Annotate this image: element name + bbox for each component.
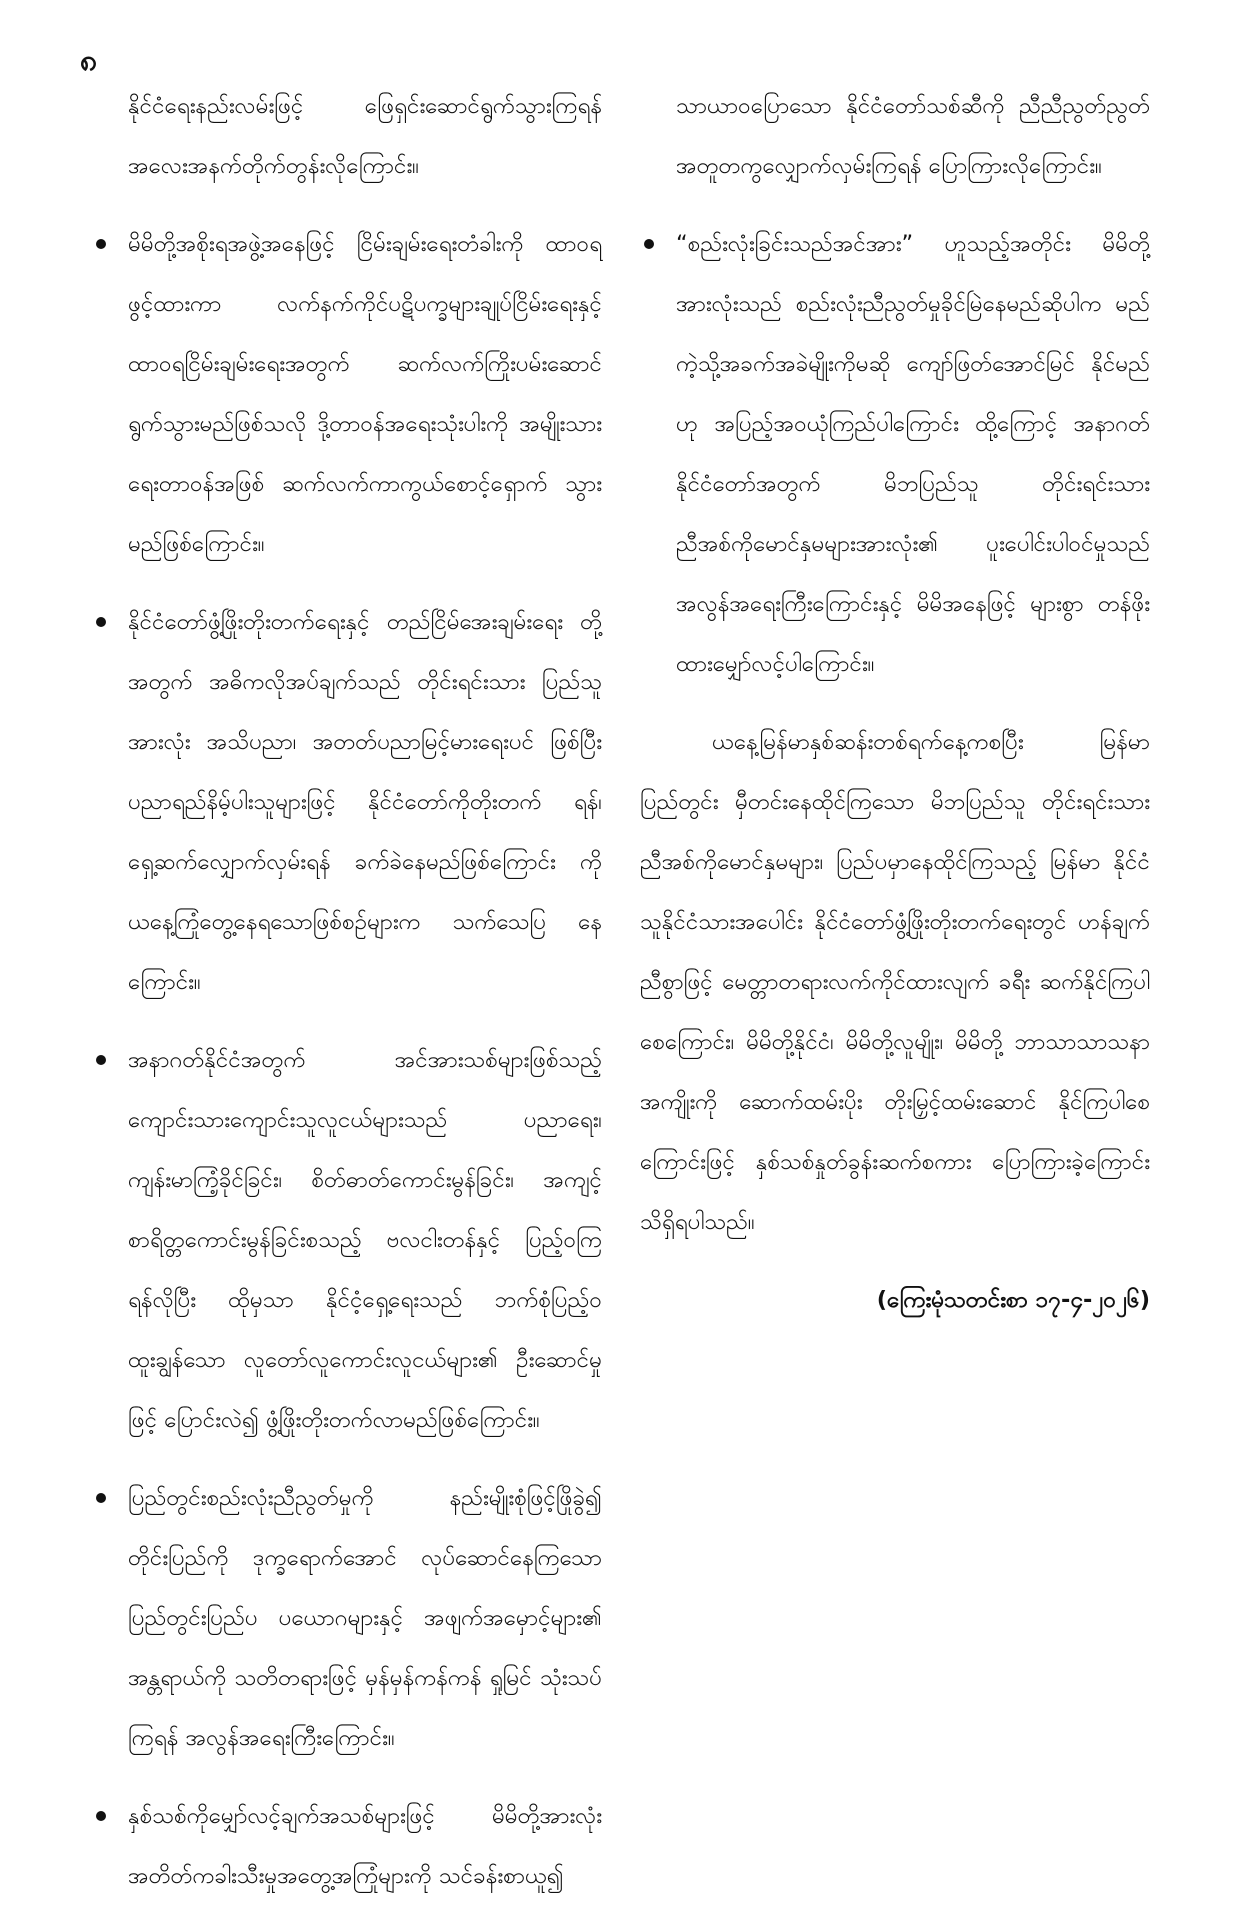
bullet-text: နှစ်သစ်ကိုမျှော်လင့်ချက်အသစ်များဖြင့် မိမိတို့အားလုံး အတိတ်ကခါးသီးမှုအတွေ့အကြုံများကို သင်ခန်းစာယူ၍ [128, 1803, 602, 1889]
bullet-item [92, 592, 602, 1012]
bullet-item [640, 214, 1150, 694]
bullet-icon [96, 1493, 106, 1503]
bullet-icon [96, 1055, 106, 1065]
bullet-icon [96, 239, 106, 249]
bullet-text: “စည်းလုံးခြင်းသည်အင်အား” ဟူသည့်အတိုင်း မိမိတို့ အားလုံးသည် စည်းလုံးညီညွတ်မှုခိုင်မြဲနေမည်ဆိုပါက မည်ကဲ့သို့အခက်အခဲမျိုးကိုမဆို ကျော်ဖြတ်အောင်မြင် နိုင်မည်ဟု အပြည့်အဝယုံကြည်ပါကြောင်း ထို့ကြောင့် အနာဂတ်နိုင်ငံတော်အတွက် မိဘပြည်သူ တိုင်းရင်းသား ညီအစ်ကိုမောင်နှမများအားလုံး၏ ပူးပေါင်းပါဝင်မှုသည် အလွန်အရေးကြီးကြောင်းနှင့် မိမိအနေဖြင့် များစွာ တန်ဖိုးထားမျှော်လင့်ပါကြောင်း။ [676, 231, 1150, 677]
bullet-text: အနာဂတ်နိုင်ငံအတွက် အင်အားသစ်များဖြစ်သည့် ကျောင်းသားကျောင်းသူလူငယ်များသည် ပညာရေး၊ ကျန်းမာကြံ့ခိုင်ခြင်း၊ စိတ်ဓာတ်ကောင်းမွန်ခြင်း၊ အကျင့် စာရိတ္တကောင်းမွန်ခြင်းစသည့် ဗလငါးတန်နှင့် ပြည့်ဝကြ ရန်လိုပြီး ထိုမှသာ နိုင်ငံ့ရှေ့ရေးသည် ဘက်စုံပြည့်ဝ ထူးချွန်သော လူတော်လူကောင်းလူငယ်များ၏ ဦးဆောင်မှု ဖြင့် ပြောင်းလဲ၍ ဖွံ့ဖြိုးတိုးတက်လာမည်ဖြစ်ကြောင်း။ [128, 1047, 602, 1433]
bullet-item [92, 1030, 602, 1450]
body-paragraph: ယနေ့မြန်မာနှစ်ဆန်းတစ်ရက်နေ့ကစပြီး မြန်မာ ပြည်တွင်း မှီတင်းနေထိုင်ကြသော မိဘပြည်သူ တိုင်းရင်းသား ညီအစ်ကိုမောင်နှမများ၊ ပြည်ပမှာနေထိုင်ကြသည့် မြန်မာ နိုင်ငံသူနိုင်ငံသားအပေါင်း နိုင်ငံတော်ဖွံ့ဖြိုးတိုးတက်ရေးတွင် ဟန်ချက်ညီစွာဖြင့် မေတ္တာတရားလက်ကိုင်ထားလျက် ခရီး ဆက်နိုင်ကြပါစေကြောင်း၊ မိမိတို့နိုင်ငံ၊ မိမိတို့လူမျိုး၊ မိမိတို့ ဘာသာသာသနာအကျိုးကို ဆောက်ထမ်းပိုး တိုးမြှင့်ထမ်းဆောင် နိုင်ကြပါစေကြောင်းဖြင့် နှစ်သစ်နှုတ်ခွန်းဆက်စကား ပြောကြားခဲ့ကြောင်း သိရှိရပါသည်။ [640, 729, 1150, 1235]
continuation-text: နိုင်ငံရေးနည်းလမ်းဖြင့် ဖြေရှင်းဆောင်ရွက်သွားကြရန် အလေးအနက်တိုက်တွန်းလိုကြောင်း။ [128, 93, 602, 179]
continuation-text: သာယာဝပြောသော နိုင်ငံတော်သစ်ဆီကို ညီညီညွတ်ညွတ် အတူတကွလျှောက်လှမ်းကြရန် ပြောကြားလိုကြောင်း။ [676, 93, 1150, 179]
bullet-icon [96, 1811, 106, 1821]
source-citation: (ကြေးမုံသတင်းစာ ၁၇-၄-၂၀၂၆) [876, 1287, 1150, 1313]
bullet-icon [644, 239, 654, 249]
page-number: ၈ [80, 43, 98, 78]
bullet-icon [96, 617, 106, 627]
bullet-item [92, 1468, 602, 1768]
left-column [92, 76, 602, 1924]
bullet-text: နိုင်ငံတော်ဖွံ့ဖြိုးတိုးတက်ရေးနှင့် တည်ငြိမ်အေးချမ်းရေး တို့အတွက် အဓိကလိုအပ်ချက်သည် တိုင်းရင်းသား ပြည်သူအားလုံး အသိပညာ၊ အတတ်ပညာမြင့်မားရေးပင် ဖြစ်ပြီး ပညာရည်နိမ့်ပါးသူများဖြင့် နိုင်ငံတော်ကိုတိုးတက် ရန်၊ ရှေ့ဆက်လျှောက်လှမ်းရန် ခက်ခဲနေမည်ဖြစ်ကြောင်း ကို ယနေ့ကြုံတွေ့နေရသောဖြစ်စဉ်များက သက်သေပြ နေကြောင်း။ [128, 609, 602, 995]
bullet-item [92, 214, 602, 574]
bullet-text: မိမိတို့အစိုးရအဖွဲ့အနေဖြင့် ငြိမ်းချမ်းရေးတံခါးကို ထာဝရ ဖွင့်ထားကာ လက်နက်ကိုင်ပဋိပက္ခများချုပ်ငြိမ်းရေးနှင့် ထာဝရငြိမ်းချမ်းရေးအတွက် ဆက်လက်ကြိုးပမ်းဆောင် ရွက်သွားမည်ဖြစ်သလို ဒို့တာဝန်အရေးသုံးပါးကို အမျိုးသား ရေးတာဝန်အဖြစ် ဆက်လက်ကာကွယ်စောင့်ရှောက် သွားမည်ဖြစ်ကြောင်း။ [128, 231, 602, 557]
bullet-text: ပြည်တွင်းစည်းလုံးညီညွတ်မှုကို နည်းမျိုးစုံဖြင့်ဖြိုခွဲ၍ တိုင်းပြည်ကို ဒုက္ခရောက်အောင် လုပ်ဆောင်နေကြသော ပြည်တွင်းပြည်ပ ပယောဂများနှင့် အဖျက်အမှောင့်များ၏ အန္တရာယ်ကို သတိတရားဖြင့် မှန်မှန်ကန်ကန် ရှုမြင် သုံးသပ်ကြရန် အလွန်အရေးကြီးကြောင်း။ [128, 1485, 602, 1751]
right-column [640, 76, 1150, 1330]
bullet-item [92, 1786, 602, 1906]
